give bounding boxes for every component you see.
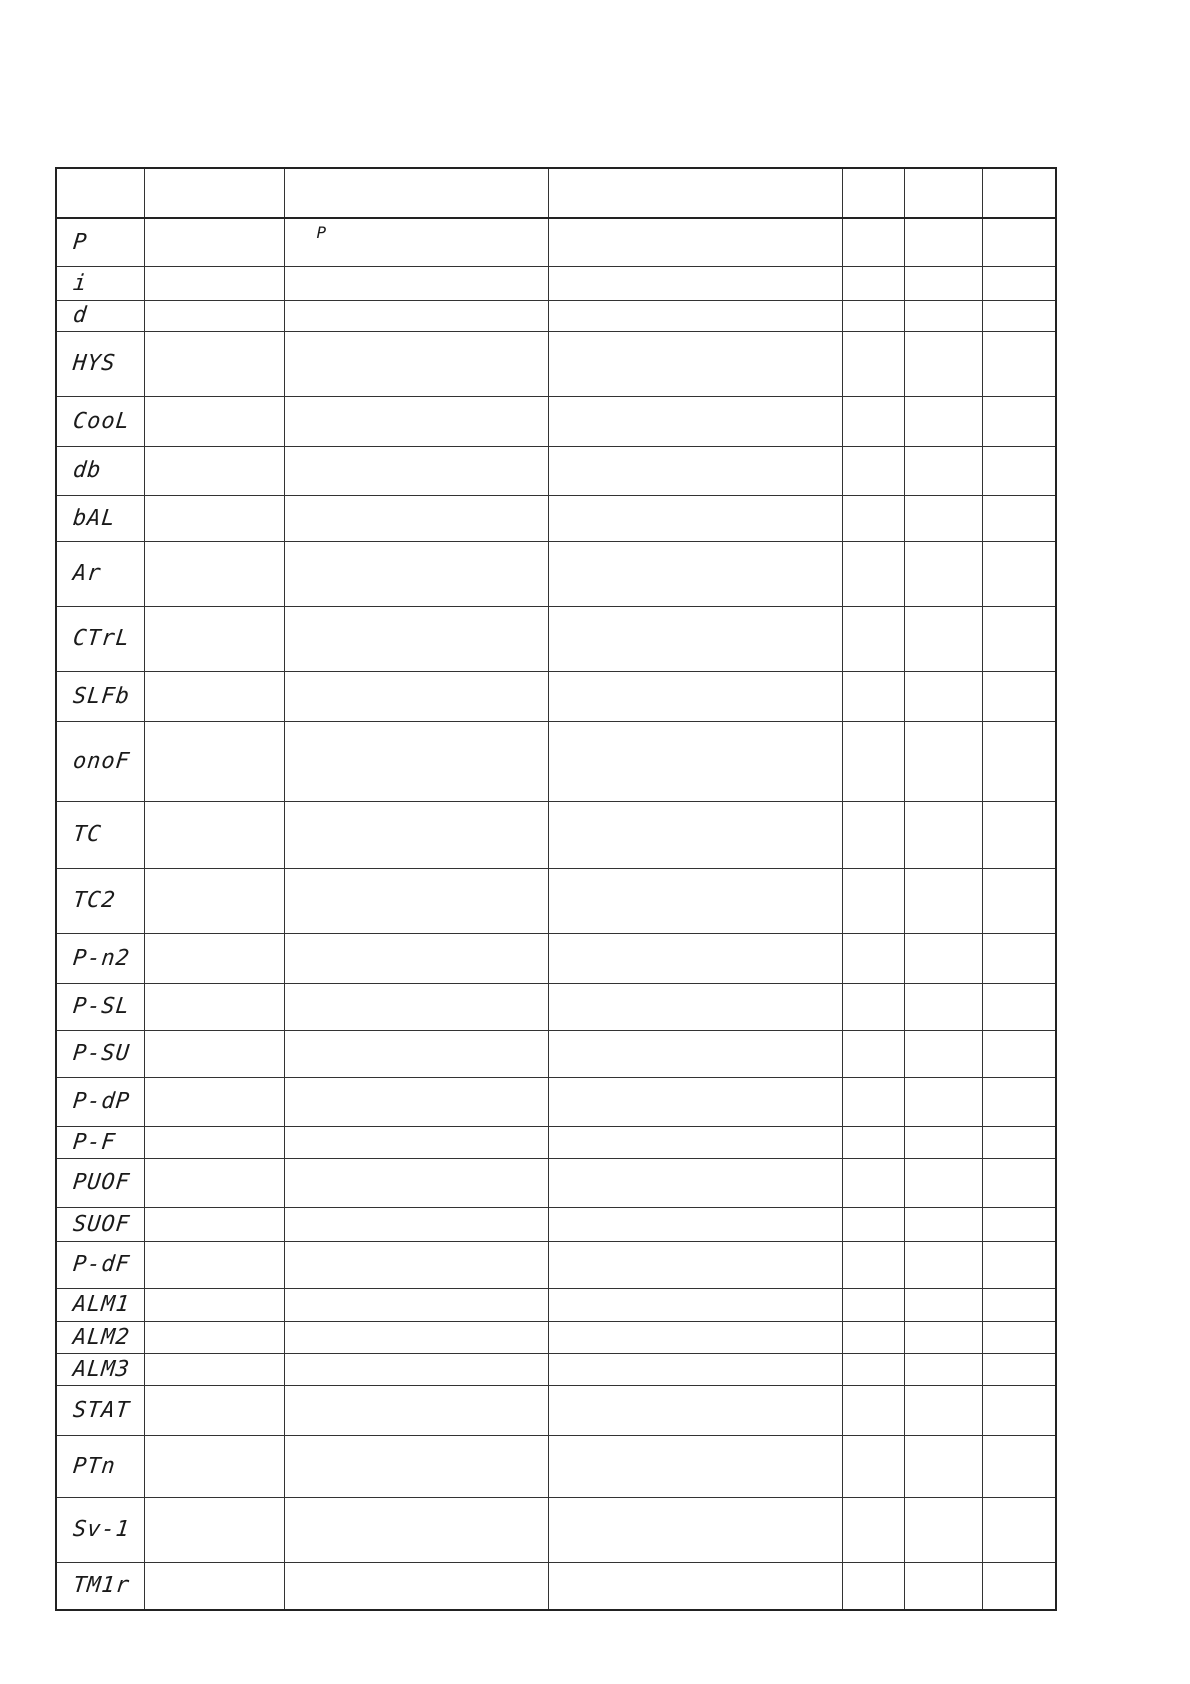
parameter-code-cell	[56, 801, 144, 868]
empty-cell	[904, 1353, 982, 1385]
parameter-code: PTn	[71, 1453, 118, 1479]
parameter-code-cell	[56, 1158, 144, 1207]
empty-cell	[904, 1385, 982, 1435]
table-row	[56, 1385, 1056, 1435]
empty-cell	[842, 1207, 904, 1241]
parameter-note-cell	[284, 300, 548, 331]
empty-cell	[842, 721, 904, 801]
empty-cell	[982, 868, 1056, 933]
empty-cell	[842, 1077, 904, 1126]
empty-cell	[144, 300, 284, 331]
empty-cell	[548, 1077, 842, 1126]
empty-cell	[548, 1385, 842, 1435]
empty-cell	[904, 1562, 982, 1610]
parameter-note-cell	[284, 1321, 548, 1353]
empty-cell	[842, 1321, 904, 1353]
parameter-code: HYS	[71, 351, 118, 376]
empty-cell	[904, 933, 982, 983]
empty-cell	[982, 606, 1056, 671]
empty-cell	[842, 331, 904, 396]
empty-cell	[548, 1321, 842, 1353]
parameter-table	[55, 167, 1057, 1611]
table-row	[56, 868, 1056, 933]
empty-cell	[842, 446, 904, 495]
empty-cell	[982, 671, 1056, 721]
empty-cell	[144, 331, 284, 396]
parameter-code: TC2	[71, 888, 118, 913]
empty-cell	[144, 933, 284, 983]
empty-cell	[904, 1207, 982, 1241]
empty-cell	[904, 1497, 982, 1562]
parameter-code: P-dP	[71, 1089, 132, 1114]
empty-cell	[842, 933, 904, 983]
empty-cell	[904, 721, 982, 801]
empty-cell	[548, 1207, 842, 1241]
empty-cell	[842, 1435, 904, 1497]
parameter-note-cell	[284, 801, 548, 868]
empty-cell	[144, 541, 284, 606]
parameter-code: ALM2	[71, 1324, 132, 1350]
parameter-note-cell	[284, 331, 548, 396]
table-body	[56, 218, 1056, 1610]
empty-cell	[904, 868, 982, 933]
empty-cell	[548, 1562, 842, 1610]
header-cell	[982, 168, 1056, 218]
parameter-code: SLFb	[71, 683, 132, 709]
empty-cell	[904, 396, 982, 446]
parameter-code: d	[71, 303, 89, 328]
empty-cell	[982, 1385, 1056, 1435]
empty-cell	[904, 983, 982, 1030]
empty-cell	[144, 1030, 284, 1077]
parameter-code-cell	[56, 446, 144, 495]
empty-cell	[144, 801, 284, 868]
parameter-note-cell	[284, 218, 548, 266]
empty-cell	[982, 1353, 1056, 1385]
table-row	[56, 721, 1056, 801]
empty-cell	[144, 396, 284, 446]
parameter-code-cell	[56, 1435, 144, 1497]
table-header-row	[56, 168, 1056, 218]
empty-cell	[144, 1077, 284, 1126]
parameter-code-cell	[56, 218, 144, 266]
empty-cell	[904, 1030, 982, 1077]
table-row	[56, 446, 1056, 495]
empty-cell	[144, 868, 284, 933]
parameter-code-cell	[56, 1497, 144, 1562]
table-row	[56, 801, 1056, 868]
parameter-code: TM1r	[71, 1573, 132, 1599]
empty-cell	[842, 1030, 904, 1077]
table-row	[56, 331, 1056, 396]
empty-cell	[144, 1562, 284, 1610]
empty-cell	[548, 1126, 842, 1158]
empty-cell	[144, 446, 284, 495]
empty-cell	[982, 933, 1056, 983]
table-row	[56, 218, 1056, 266]
header-cell	[548, 168, 842, 218]
table-row	[56, 1288, 1056, 1321]
parameter-code: bAL	[71, 505, 118, 531]
parameter-code-cell	[56, 1207, 144, 1241]
empty-cell	[842, 1288, 904, 1321]
empty-cell	[842, 218, 904, 266]
parameter-code: P-F	[71, 1129, 118, 1155]
parameter-note-cell	[284, 541, 548, 606]
table-row	[56, 933, 1056, 983]
empty-cell	[842, 606, 904, 671]
parameter-note-cell	[284, 396, 548, 446]
parameter-note-cell	[284, 1077, 548, 1126]
parameter-code: P-dF	[71, 1252, 132, 1277]
parameter-code-cell	[56, 300, 144, 331]
parameter-code-cell	[56, 495, 144, 541]
empty-cell	[144, 983, 284, 1030]
empty-cell	[904, 218, 982, 266]
empty-cell	[548, 1288, 842, 1321]
parameter-code: P-n2	[71, 945, 132, 971]
parameter-code: ALM1	[71, 1292, 132, 1317]
parameter-note-cell	[284, 1385, 548, 1435]
empty-cell	[548, 801, 842, 868]
empty-cell	[548, 495, 842, 541]
table-row	[56, 266, 1056, 300]
parameter-note-cell	[284, 1353, 548, 1385]
empty-cell	[982, 1562, 1056, 1610]
empty-cell	[144, 1288, 284, 1321]
empty-cell	[144, 1321, 284, 1353]
empty-cell	[144, 606, 284, 671]
empty-cell	[548, 1497, 842, 1562]
empty-cell	[144, 1241, 284, 1288]
parameter-code: CooL	[71, 408, 132, 434]
parameter-note-cell	[284, 1435, 548, 1497]
empty-cell	[904, 1077, 982, 1126]
empty-cell	[904, 671, 982, 721]
empty-cell	[548, 446, 842, 495]
empty-cell	[982, 331, 1056, 396]
parameter-note-cell	[284, 1562, 548, 1610]
empty-cell	[982, 1435, 1056, 1497]
parameter-code: db	[71, 458, 103, 483]
parameter-code: P	[71, 229, 89, 255]
header-cell	[144, 168, 284, 218]
parameter-note-cell	[284, 1288, 548, 1321]
table-row	[56, 495, 1056, 541]
empty-cell	[982, 1241, 1056, 1288]
parameter-code-cell	[56, 1241, 144, 1288]
parameter-code-cell	[56, 331, 144, 396]
table-row	[56, 1030, 1056, 1077]
parameter-code: Ar	[71, 561, 103, 586]
empty-cell	[144, 671, 284, 721]
parameter-note-cell	[284, 1241, 548, 1288]
empty-cell	[548, 983, 842, 1030]
parameter-note-cell	[284, 933, 548, 983]
header-cell	[842, 168, 904, 218]
parameter-code-cell	[56, 541, 144, 606]
parameter-note-cell	[284, 1207, 548, 1241]
parameter-code: SUOF	[71, 1211, 132, 1237]
parameter-note-cell	[284, 266, 548, 300]
empty-cell	[548, 933, 842, 983]
empty-cell	[982, 1207, 1056, 1241]
empty-cell	[904, 446, 982, 495]
parameter-code-cell	[56, 721, 144, 801]
empty-cell	[144, 1497, 284, 1562]
parameter-code-cell	[56, 1321, 144, 1353]
empty-cell	[842, 1126, 904, 1158]
empty-cell	[842, 541, 904, 606]
empty-cell	[842, 1158, 904, 1207]
empty-cell	[548, 1158, 842, 1207]
table-row	[56, 396, 1056, 446]
empty-cell	[144, 218, 284, 266]
parameter-note-cell	[284, 1497, 548, 1562]
parameter-code-cell	[56, 933, 144, 983]
empty-cell	[982, 396, 1056, 446]
empty-cell	[144, 495, 284, 541]
empty-cell	[904, 1158, 982, 1207]
parameter-code: i	[71, 270, 89, 296]
empty-cell	[548, 721, 842, 801]
parameter-code: TC	[71, 822, 103, 847]
parameter-code-cell	[56, 396, 144, 446]
parameter-code-cell	[56, 266, 144, 300]
empty-cell	[904, 1435, 982, 1497]
table-row	[56, 1353, 1056, 1385]
parameter-note-cell	[284, 868, 548, 933]
table-row	[56, 300, 1056, 331]
table-row	[56, 1126, 1056, 1158]
empty-cell	[982, 1497, 1056, 1562]
parameter-code-cell	[56, 1353, 144, 1385]
empty-cell	[548, 218, 842, 266]
empty-cell	[548, 606, 842, 671]
parameter-note-cell	[284, 671, 548, 721]
empty-cell	[144, 1158, 284, 1207]
empty-cell	[982, 300, 1056, 331]
header-cell	[904, 168, 982, 218]
parameter-code-cell	[56, 1385, 144, 1435]
empty-cell	[982, 1077, 1056, 1126]
empty-cell	[548, 1353, 842, 1385]
empty-cell	[548, 1241, 842, 1288]
table-row	[56, 1321, 1056, 1353]
empty-cell	[548, 1435, 842, 1497]
parameter-note-cell	[284, 1030, 548, 1077]
empty-cell	[144, 1353, 284, 1385]
empty-cell	[842, 1385, 904, 1435]
empty-cell	[548, 300, 842, 331]
empty-cell	[904, 266, 982, 300]
table-row	[56, 606, 1056, 671]
parameter-code: Sv-1	[71, 1517, 132, 1542]
empty-cell	[982, 218, 1056, 266]
table-row	[56, 541, 1056, 606]
empty-cell	[982, 541, 1056, 606]
empty-cell	[904, 1288, 982, 1321]
empty-cell	[982, 1158, 1056, 1207]
empty-cell	[842, 1353, 904, 1385]
empty-cell	[842, 868, 904, 933]
table-row	[56, 983, 1056, 1030]
parameter-code-cell	[56, 1562, 144, 1610]
empty-cell	[982, 1126, 1056, 1158]
empty-cell	[144, 1435, 284, 1497]
parameter-code-cell	[56, 1077, 144, 1126]
parameter-note-cell	[284, 446, 548, 495]
parameter-code: P-SU	[71, 1041, 132, 1066]
empty-cell	[982, 1030, 1056, 1077]
parameter-note-cell	[284, 983, 548, 1030]
empty-cell	[548, 541, 842, 606]
table-row	[56, 1158, 1056, 1207]
empty-cell	[144, 266, 284, 300]
parameter-note-cell	[284, 1158, 548, 1207]
empty-cell	[904, 606, 982, 671]
parameter-note: P	[316, 222, 327, 242]
parameter-note-cell	[284, 721, 548, 801]
table-row	[56, 1435, 1056, 1497]
parameter-code-cell	[56, 1288, 144, 1321]
empty-cell	[982, 983, 1056, 1030]
empty-cell	[842, 396, 904, 446]
empty-cell	[144, 721, 284, 801]
empty-cell	[904, 1321, 982, 1353]
empty-cell	[842, 801, 904, 868]
empty-cell	[842, 983, 904, 1030]
empty-cell	[904, 541, 982, 606]
table-row	[56, 1077, 1056, 1126]
empty-cell	[548, 868, 842, 933]
empty-cell	[842, 1562, 904, 1610]
empty-cell	[548, 331, 842, 396]
header-cell	[56, 168, 144, 218]
table-row	[56, 1562, 1056, 1610]
empty-cell	[144, 1126, 284, 1158]
parameter-code: STAT	[71, 1397, 132, 1423]
parameter-note-cell	[284, 495, 548, 541]
empty-cell	[842, 671, 904, 721]
parameter-code: PUOF	[71, 1170, 132, 1195]
empty-cell	[982, 1288, 1056, 1321]
parameter-code-cell	[56, 1030, 144, 1077]
table-row	[56, 671, 1056, 721]
parameter-note-cell	[284, 606, 548, 671]
empty-cell	[842, 495, 904, 541]
empty-cell	[144, 1385, 284, 1435]
parameter-code-cell	[56, 671, 144, 721]
parameter-code-cell	[56, 1126, 144, 1158]
table-row	[56, 1497, 1056, 1562]
empty-cell	[904, 331, 982, 396]
empty-cell	[904, 1241, 982, 1288]
empty-cell	[548, 266, 842, 300]
empty-cell	[548, 671, 842, 721]
parameter-code: P-SL	[71, 994, 132, 1019]
empty-cell	[904, 300, 982, 331]
parameter-code: CTrL	[71, 626, 132, 651]
empty-cell	[982, 721, 1056, 801]
empty-cell	[548, 1030, 842, 1077]
empty-cell	[144, 1207, 284, 1241]
empty-cell	[842, 1497, 904, 1562]
empty-cell	[982, 266, 1056, 300]
empty-cell	[904, 801, 982, 868]
empty-cell	[842, 266, 904, 300]
empty-cell	[982, 495, 1056, 541]
empty-cell	[982, 446, 1056, 495]
parameter-code-cell	[56, 983, 144, 1030]
empty-cell	[842, 300, 904, 331]
parameter-code-cell	[56, 606, 144, 671]
parameter-note-cell	[284, 1126, 548, 1158]
table-row	[56, 1241, 1056, 1288]
header-cell	[284, 168, 548, 218]
parameter-code: onoF	[71, 748, 132, 774]
parameter-code-cell	[56, 868, 144, 933]
empty-cell	[842, 1241, 904, 1288]
empty-cell	[904, 1126, 982, 1158]
empty-cell	[982, 1321, 1056, 1353]
empty-cell	[982, 801, 1056, 868]
parameter-code: ALM3	[71, 1356, 132, 1382]
empty-cell	[548, 396, 842, 446]
table-row	[56, 1207, 1056, 1241]
empty-cell	[904, 495, 982, 541]
